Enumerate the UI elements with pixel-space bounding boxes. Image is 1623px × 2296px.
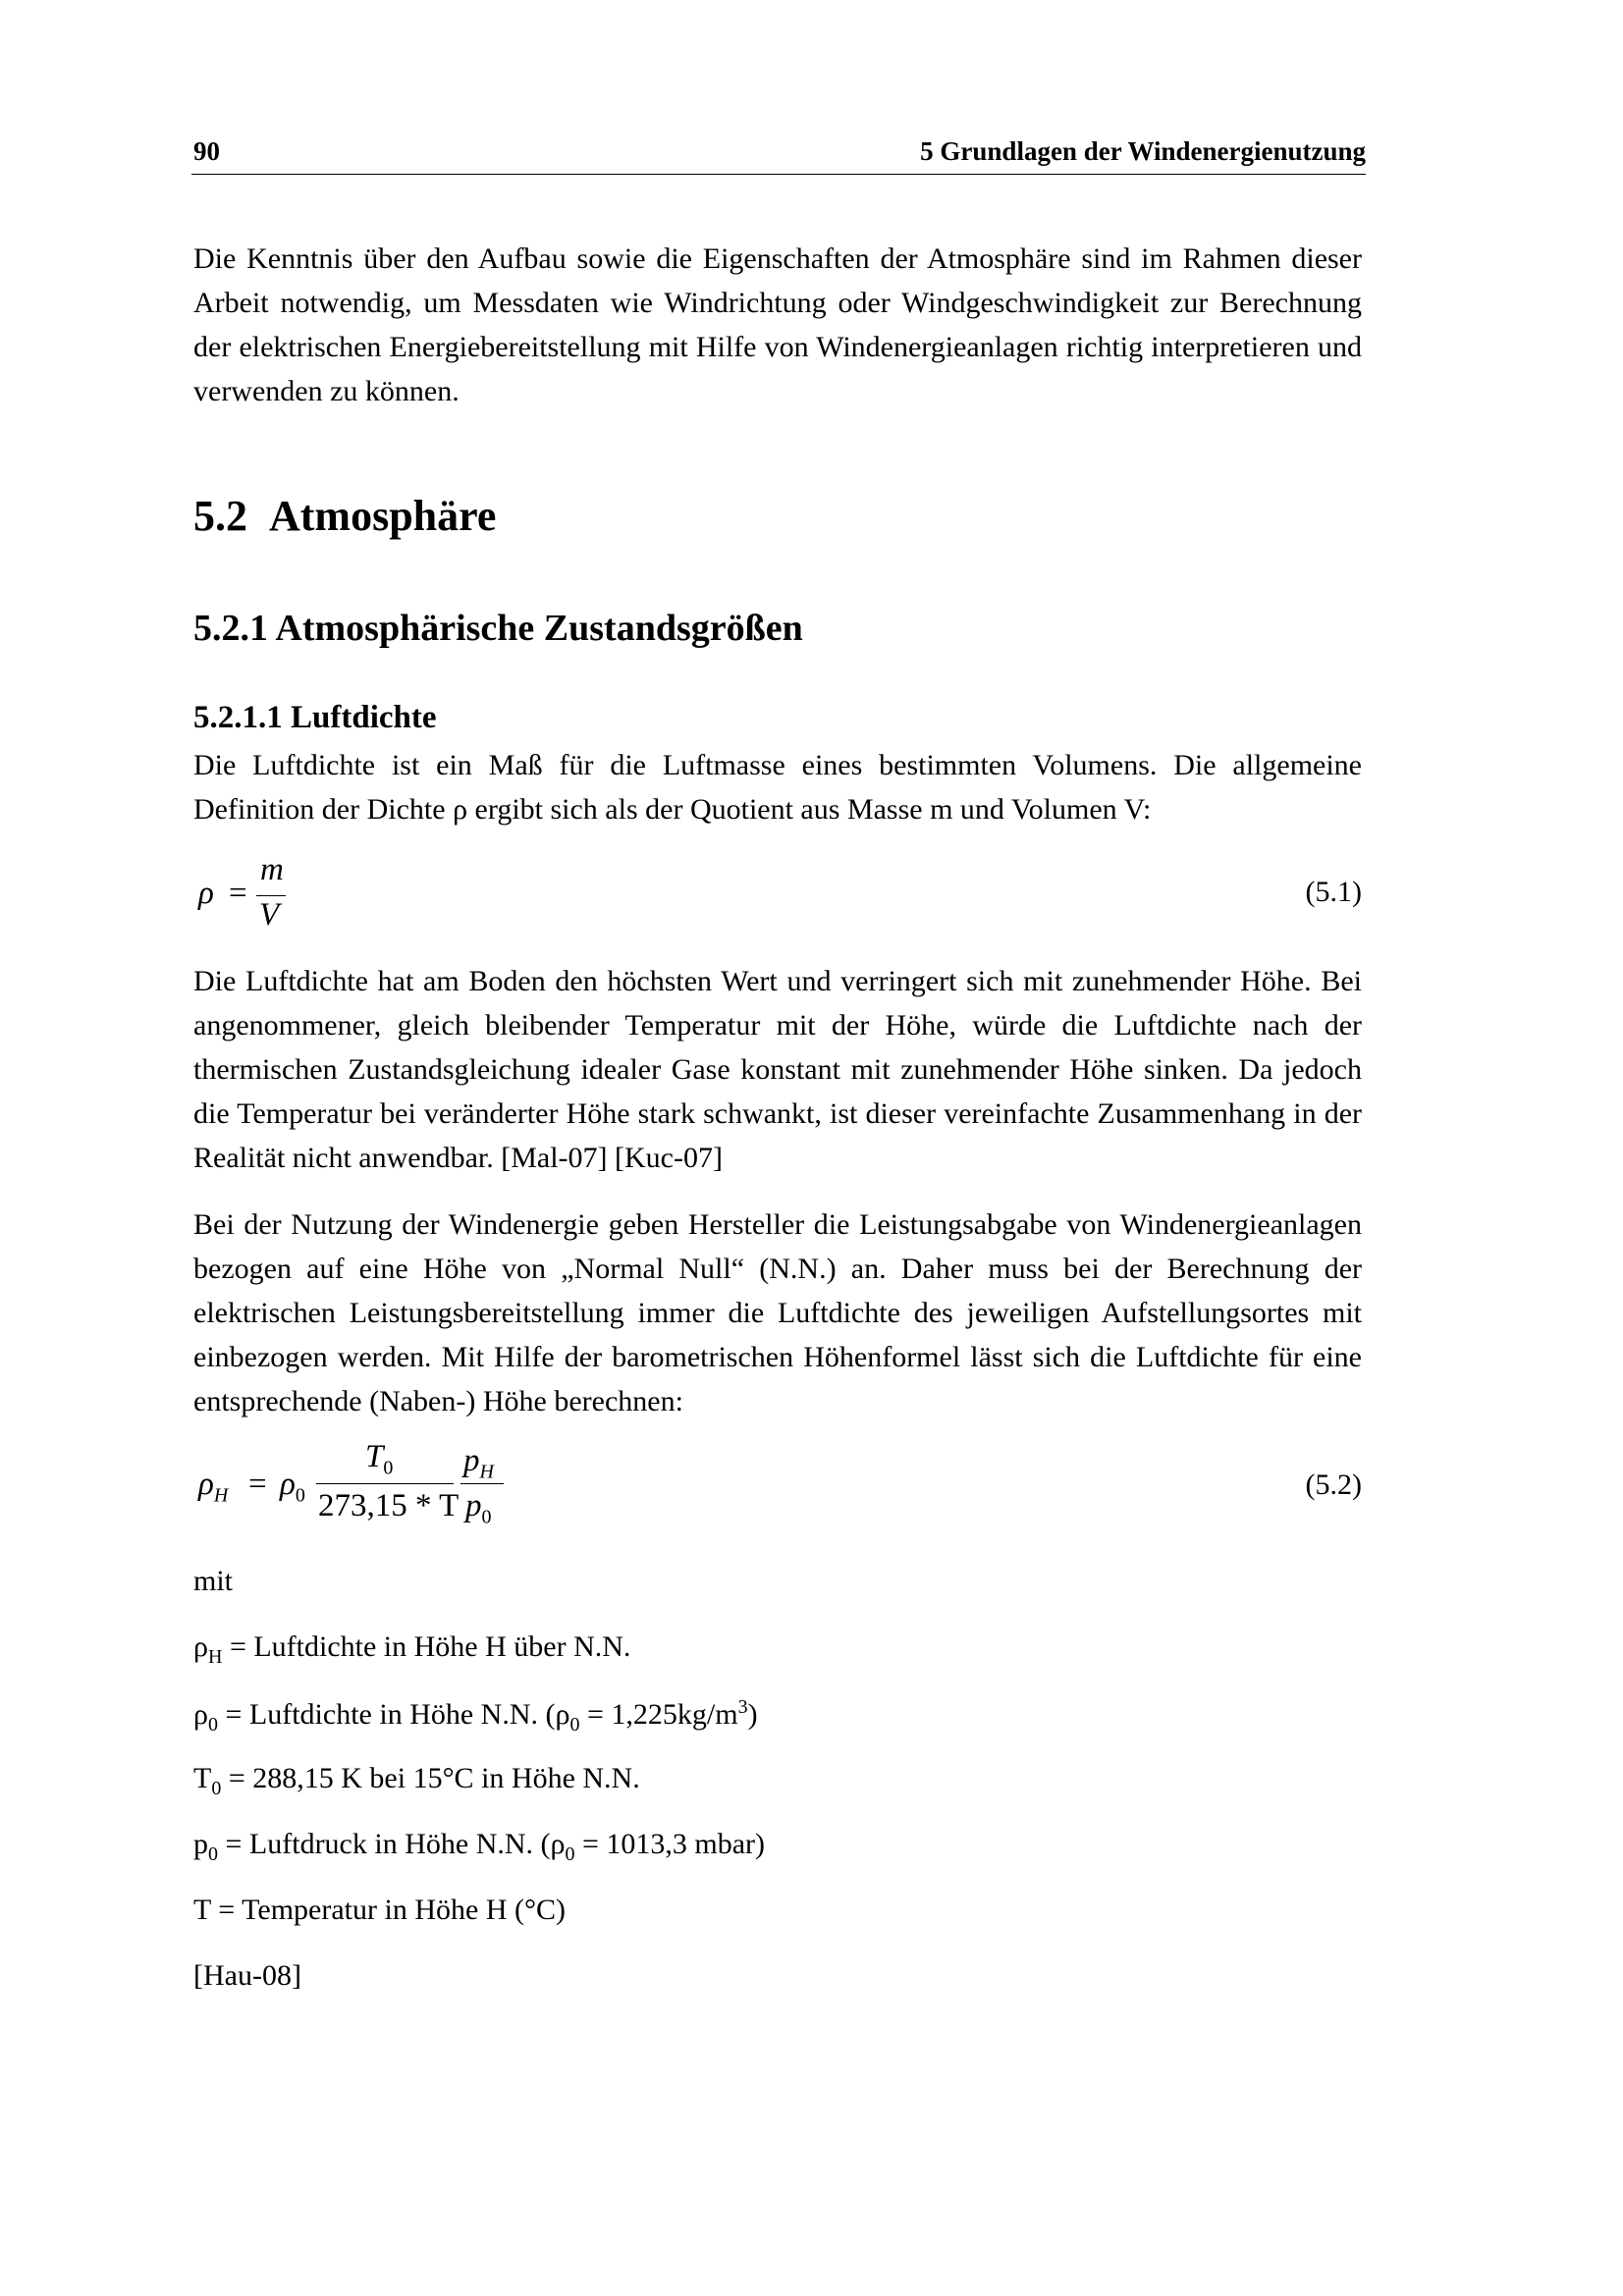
equation-5-1 <box>193 852 1362 940</box>
eq1-denominator: V <box>259 897 280 933</box>
subsection-heading: 5.2.1 Atmosphärische Zustandsgrößen <box>193 608 803 649</box>
section-number: 5.2 <box>193 492 247 540</box>
density-height-paragraph: Die Luftdichte hat am Boden den höchsten Wert und verringert sich mit zunehmender Höhe. Bei angenommener, gleich bleibender Temperatur mit der Höhe, würde die Luftdichte nach der thermischen Zustandsgleichung idealer Gase konstant mit zunehmender Höhe sinken. Da jedoch die Temperatur bei veränderter Höhe stark schwankt, ist dieser vereinfachte Zusammenhang in der Realität nicht anwendbar. [Mal-07] [Kuc-07] <box>193 965 1362 1174</box>
mit-label: mit <box>193 1565 234 1597</box>
header-rule <box>191 174 1366 175</box>
chapter-title: 5 Grundlagen der Windenergienutzung <box>920 136 1366 166</box>
eq1-fraction-line <box>256 895 286 896</box>
definition-t-0: $T_0 = 288,15$ K bei 15°C in Höhe N.N. <box>193 1762 640 1799</box>
page-number: 90 <box>193 136 220 166</box>
equation-5-2 <box>193 1439 1362 1537</box>
definition-rho-h: $\rho_H$ = Luftdichte in Höhe H über N.N. <box>193 1630 631 1668</box>
eq1-lhs: ρ <box>198 876 214 911</box>
definition-p-0: $p_0$ = Luftdruck in Höhe N.N. ($\rho_0 = 1013,3$ mbar) <box>193 1828 766 1865</box>
eq2-frac2-line <box>460 1483 504 1484</box>
reference-citation: [Hau-08] <box>193 1959 301 1992</box>
density-definition-paragraph: Die Luftdichte ist ein Maß für die Luftmasse eines bestimmten Volumens. Die allgemeine Definition der Dichte ρ ergibt sich als der Quotient aus Masse m und Volumen V: <box>193 749 1362 826</box>
subsubsection-heading: 5.2.1.1 Luftdichte <box>193 700 437 735</box>
eq1-equals: = <box>229 876 247 911</box>
section-heading <box>193 491 496 541</box>
intro-paragraph: Die Kenntnis über den Aufbau sowie die Eigenschaften der Atmosphäre sind im Rahmen dieser Arbeit notwendig, um Messdaten wie Windrichtung oder Windgeschwindigkeit zur Berechnung der elektrischen Energiebereitstellung mit Hilfe von Windenergieanlagen richtig interpretieren und verwenden zu können. <box>193 242 1362 407</box>
eq2-equals: = <box>248 1467 267 1502</box>
definition-rho-0: $\rho_0$ = Luftdichte in Höhe N.N. $(\rho_0 = 1,225kg/m^3)$ <box>193 1696 758 1735</box>
eq2-number: (5.2) <box>1305 1468 1362 1501</box>
eq2-rho0: $\rho_0$ <box>280 1467 305 1507</box>
eq2-frac2-numerator: $p_H$ <box>463 1443 494 1483</box>
section-title: Atmosphäre <box>269 492 497 540</box>
eq1-number: (5.1) <box>1305 876 1362 908</box>
eq2-frac1-denominator: 273,15 * T <box>318 1488 460 1523</box>
definition-t: T = Temperatur in Höhe H (°C) <box>193 1894 566 1926</box>
eq2-frac1-line <box>316 1483 454 1484</box>
eq2-lhs: $\rho_H$ <box>198 1467 229 1507</box>
eq2-frac2-denominator: $p_0$ <box>465 1488 492 1528</box>
eq1-numerator: m <box>260 852 284 887</box>
wind-usage-paragraph: Bei der Nutzung der Windenergie geben Hersteller die Leistungsabgabe von Windenergieanlagen bezogen auf eine Höhe von „Normal Null“ (N.N.) an. Daher muss bei der Berechnung der elektrischen Leistungsbereitstellung immer die Luftdichte des jeweiligen Aufstellungsortes mit einbezogen werden. Mit Hilfe der barometrischen Höhenformel lässt sich die Luftdichte für eine entsprechende (Naben-) Höhe berechnen: <box>193 1208 1362 1417</box>
eq2-frac1-numerator: $T_0$ <box>365 1439 394 1479</box>
